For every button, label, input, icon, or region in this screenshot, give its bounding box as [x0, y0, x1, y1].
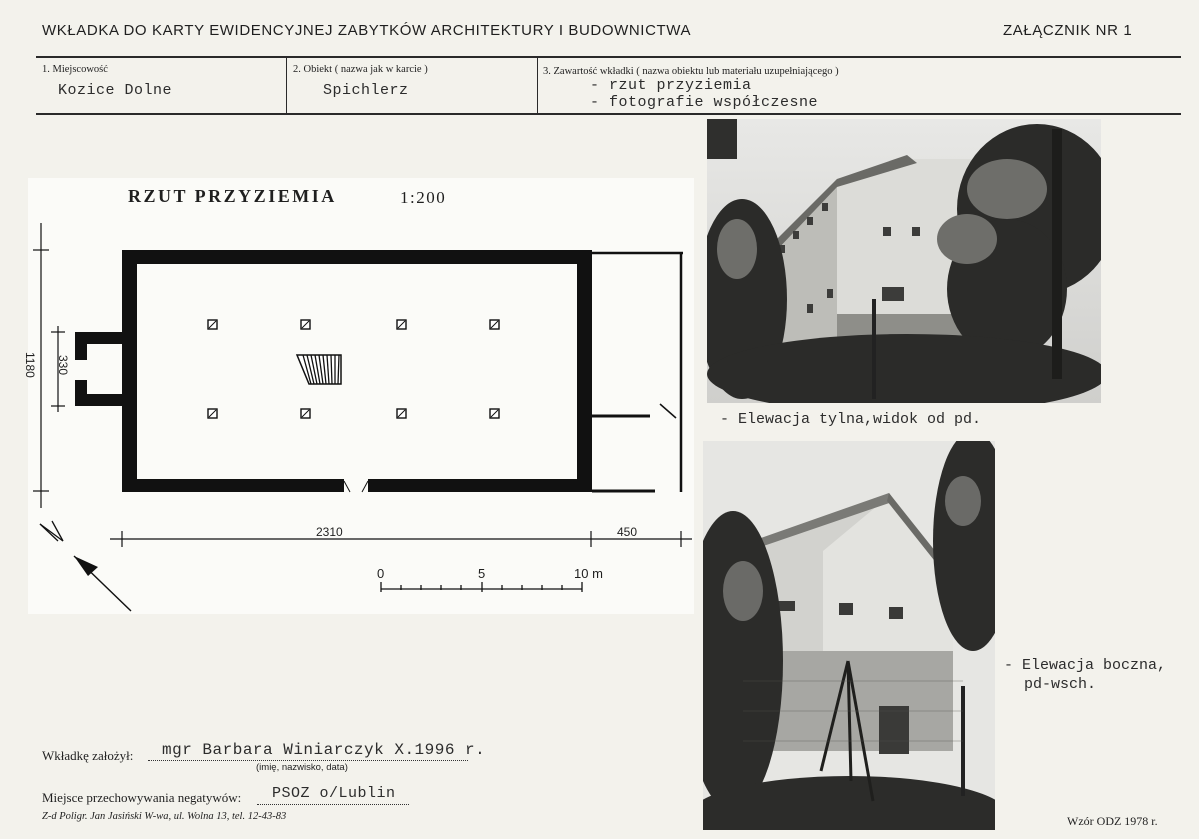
dimension-porch: 330: [56, 355, 70, 376]
wall-south-left: [122, 479, 344, 492]
staircase-symbol: [297, 355, 341, 384]
photo-rear-elevation: [707, 119, 1101, 403]
scale-bar: [381, 582, 582, 592]
field-1-label: 1. Miejscowość: [42, 64, 108, 75]
storage-label: Miejsce przechowywania negatywów:: [42, 790, 242, 805]
photo-side-elevation: [703, 441, 995, 830]
field-3-item: - fotografie współczesne: [590, 94, 819, 111]
photo-2-caption: [1004, 656, 1166, 694]
scale-bar-5: 5: [478, 566, 486, 581]
author-hint: (imię, nazwisko, data): [256, 762, 348, 773]
main-door-left: [344, 481, 350, 492]
field-3-item: - rzut przyziemia: [590, 77, 752, 94]
annex-door: [660, 404, 676, 418]
form-number: Wzór ODZ 1978 r.: [1067, 814, 1158, 828]
field-3-label: 3. Zawartość wkładki ( nazwa obiektu lub materiału uzupełniającego ): [543, 66, 839, 77]
annex-label: ZAŁĄCZNIK NR 1: [1003, 22, 1133, 39]
field-2-label: 2. Obiekt ( nazwa jak w karcie ): [293, 64, 428, 75]
wall-east: [577, 250, 592, 492]
printer-note: Z-d Poligr. Jan Jasiński W-wa, ul. Wolna 13, tel. 12-43-83: [42, 811, 287, 822]
photo-2-caption-line: pd-wsch.: [1024, 676, 1097, 693]
porch-left-a: [75, 332, 87, 360]
porch-bottom: [75, 394, 123, 406]
wall-north: [122, 250, 592, 264]
plan-title: RZUT PRZYZIEMIA: [128, 186, 337, 206]
field-1-value: Kozice Dolne: [58, 82, 173, 99]
wall-south-right: [368, 479, 592, 492]
scale-bar-0: 0: [377, 566, 385, 581]
storage-value: PSOZ o/Lublin: [272, 785, 396, 802]
photo-2-caption-line: - Elewacja boczna,: [1004, 657, 1167, 674]
dimension-width: 1180: [23, 352, 37, 378]
scale-bar-10: 10 m: [574, 566, 603, 581]
author-value: mgr Barbara Winiarczyk X.1996 r.: [162, 741, 486, 759]
author-label: Wkładkę założył:: [42, 748, 134, 763]
wall-west: [122, 250, 137, 492]
dimension-length: 2310: [316, 525, 343, 539]
dimension-annex: 450: [617, 525, 638, 539]
field-2-value: Spichlerz: [323, 82, 409, 99]
main-door-right: [362, 481, 368, 492]
form-title: WKŁADKA DO KARTY EWIDENCYJNEJ ZABYTKÓW ARCHITEKTURY I BUDOWNICTWA: [42, 22, 692, 39]
plan-scale: 1:200: [400, 188, 447, 207]
photo-1-caption: - Elewacja tylna,widok od pd.: [720, 411, 982, 428]
north-arrow: [40, 521, 131, 611]
